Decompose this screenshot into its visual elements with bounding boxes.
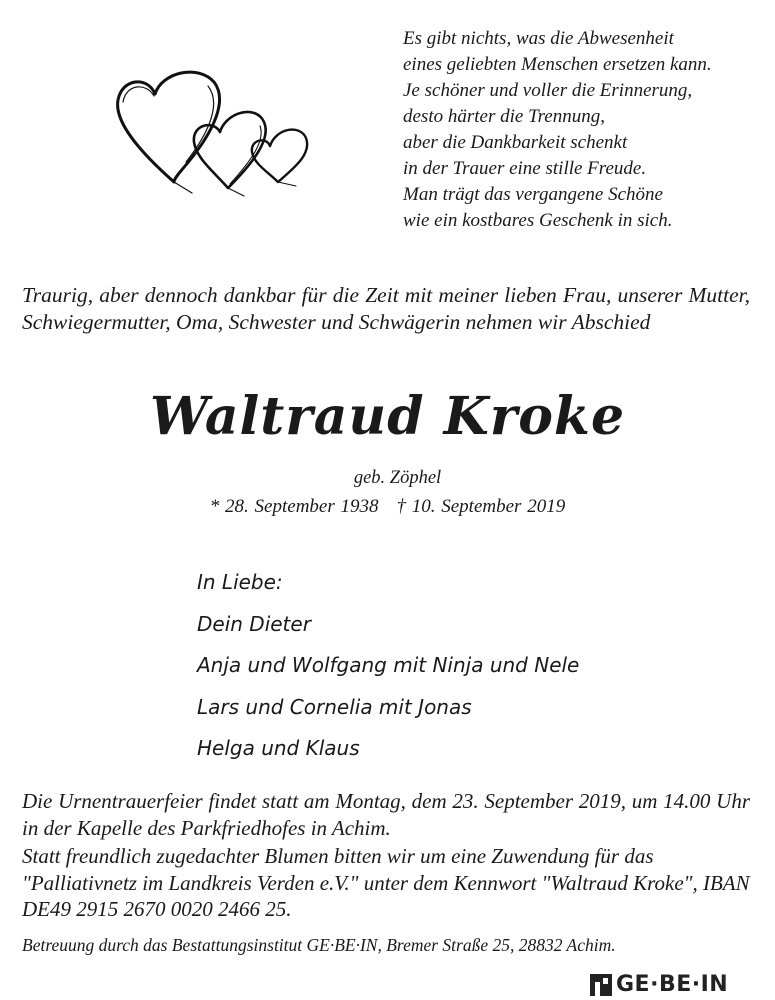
funeral-home-info: Betreuung durch das Bestattungsinstitut GE·BE·IN, Bremer Straße 25, 28832 Achim.	[22, 935, 616, 955]
family-member: Lars und Cornelia mit Jonas	[197, 694, 472, 719]
small-heart-shadow	[278, 182, 296, 186]
poem-line: Es gibt nichts, was die Abwesenheit	[403, 28, 674, 49]
birth-date: * 28. September 1938	[209, 496, 379, 517]
funeral-home-logo	[590, 969, 728, 999]
poem-line: in der Trauer eine stille Freude.	[403, 158, 647, 179]
poem-line: Man trägt das vergangene Schöne	[403, 184, 663, 205]
poem-line: wie ein kostbares Geschenk in sich.	[403, 210, 673, 231]
life-dates	[0, 496, 775, 518]
medium-heart-icon	[194, 112, 266, 188]
donation-info: Statt freundlich zugedachter Blumen bitten wir um eine Zuwendung für das "Palliativnetz im Landkreis Verden e.V." unter dem Kennwort "Waltraud Kroke", IBAN DE49 2915 2670 0020 2466 25.	[22, 844, 750, 921]
family-member: Dein Dieter	[197, 611, 311, 636]
family-member: Anja und Wolfgang mit Ninja und Nele	[197, 653, 580, 677]
family-heading: In Liebe:	[197, 570, 283, 594]
intro-text: Traurig, aber dennoch dankbar für die Zeit mit meiner lieben Frau, unserer Mutter, Schwiegermutter, Oma, Schwester und Schwägerin nehmen wir Abschied	[22, 283, 750, 334]
poem-line: aber die Dankbarkeit schenkt	[403, 132, 628, 153]
poem	[403, 26, 763, 234]
poem-line: eines geliebten Menschen ersetzen kann.	[403, 54, 712, 75]
hearts-illustration	[110, 60, 320, 200]
poem-line: Je schöner und voller die Erinnerung,	[403, 80, 693, 101]
notice-details	[22, 788, 750, 925]
deceased-name: Waltraud Kroke	[149, 386, 626, 447]
family-member: Helga und Klaus	[197, 736, 360, 760]
logo-text: GE·BE·IN	[616, 971, 729, 997]
maiden-name: geb. Zöphel	[353, 468, 442, 488]
ceremony-info: Die Urnentrauerfeier findet statt am Montag, dem 23. September 2019, um 14.00 Uhr in der Kapelle des Parkfriedhofes in Achim.	[22, 789, 750, 840]
poem-line: desto härter die Trennung,	[403, 106, 605, 127]
building-icon	[590, 972, 612, 996]
death-date: † 10. September 2019	[396, 496, 566, 517]
family-list	[197, 562, 579, 770]
